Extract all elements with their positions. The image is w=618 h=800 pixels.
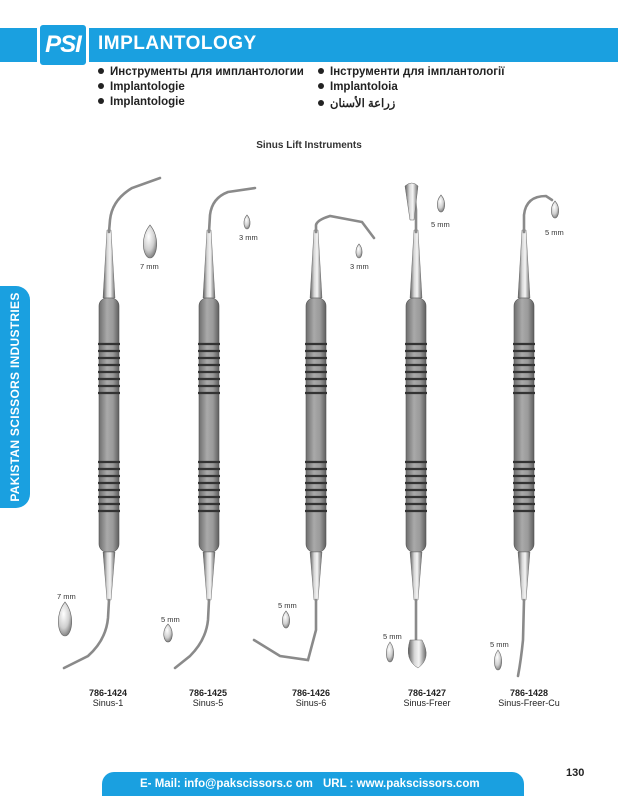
bullet-icon <box>318 68 324 74</box>
tip-size-bottom-5: 5 mm <box>490 640 509 649</box>
shaft-bottom <box>518 552 530 600</box>
tip-size-top-3: 3 mm <box>350 262 369 271</box>
tip-detail-top <box>437 195 444 212</box>
shaft-top <box>103 230 115 298</box>
instrument-code: 786-1427 <box>407 688 447 698</box>
instrument-name: Sinus-6 <box>295 698 327 708</box>
side-tab-label: PAKISTAN SCISSORS INDUSTRIES <box>8 292 22 502</box>
handle <box>406 298 426 552</box>
tip-size-bottom-3: 5 mm <box>278 601 297 610</box>
instrument-name: Sinus-1 <box>92 698 124 708</box>
page-title: IMPLANTOLOGY <box>98 33 257 54</box>
header-bar <box>0 28 618 62</box>
tip-size-top-5: 5 mm <box>545 228 564 237</box>
handle <box>199 298 219 552</box>
handle <box>99 298 119 552</box>
tip-detail-top <box>551 201 558 218</box>
working-end-top <box>410 185 416 232</box>
language-item-ukrainian: Інструменти для імплантології <box>318 66 504 78</box>
bullet-icon <box>98 83 104 89</box>
shaft-top <box>410 230 422 298</box>
handle <box>514 298 534 552</box>
language-item-french: Implantologie <box>98 96 185 108</box>
shaft-bottom <box>203 552 215 600</box>
instrument-code: 786-1426 <box>291 688 331 698</box>
shaft-top <box>518 230 530 298</box>
bullet-icon <box>318 100 324 106</box>
working-end-top <box>109 178 160 232</box>
working-end-top <box>524 196 552 232</box>
tip-detail-top <box>143 225 156 258</box>
instrument-code: 786-1425 <box>188 688 228 698</box>
language-item-italian: Implantoloia <box>318 81 398 93</box>
instrument-code: 786-1428 <box>509 688 549 698</box>
shaft-top <box>310 230 322 298</box>
working-end-top <box>209 188 255 232</box>
working-end-bottom <box>518 600 524 676</box>
instrument-code: 786-1424 <box>88 688 128 698</box>
tip-size-top-1: 7 mm <box>140 262 159 271</box>
shaft-bottom <box>103 552 115 600</box>
page-number: 130 <box>566 767 585 779</box>
section-title: Sinus Lift Instruments <box>256 140 362 151</box>
language-item-russian: Инструменты для имплантологии <box>98 66 304 78</box>
bullet-icon <box>98 98 104 104</box>
side-tab <box>0 286 30 508</box>
tip-size-top-4: 5 mm <box>431 220 450 229</box>
tip-size-bottom-1: 7 mm <box>57 592 76 601</box>
language-item-arabic: زراعة الأسنان <box>318 96 395 110</box>
working-end-bottom <box>175 600 209 668</box>
tip-detail-top <box>244 215 250 229</box>
logo-text: PSI <box>45 31 81 58</box>
tip-detail-bottom <box>282 611 289 628</box>
tip-size-top-2: 3 mm <box>239 233 258 242</box>
tip-size-bottom-4: 5 mm <box>383 632 402 641</box>
tip-detail-bottom <box>58 602 71 636</box>
tip-detail-bottom <box>386 642 393 662</box>
shaft-bottom <box>310 552 322 600</box>
instrument-name: Sinus-Freer <box>403 698 451 708</box>
instrument-name: Sinus-5 <box>192 698 224 708</box>
shaft-top <box>203 230 215 298</box>
bullet-icon <box>98 68 104 74</box>
working-end-top <box>316 216 374 238</box>
language-item-german: Implantologie <box>98 81 185 93</box>
footer-url[interactable]: URL : www.pakscissors.com <box>323 778 480 790</box>
tip-size-bottom-2: 5 mm <box>161 615 180 624</box>
instrument-name: Sinus-Freer-Cu <box>498 698 560 708</box>
tip-detail-top <box>356 244 362 258</box>
freer-blade-bottom <box>408 640 426 668</box>
tip-detail-bottom <box>164 624 173 642</box>
freer-blade-top <box>405 183 418 220</box>
handle <box>306 298 326 552</box>
tip-detail-bottom <box>494 650 501 670</box>
working-end-bottom <box>64 600 109 668</box>
shaft-bottom <box>410 552 422 600</box>
bullet-icon <box>318 83 324 89</box>
company-logo <box>37 22 89 68</box>
footer-email[interactable]: E- Mail: info@pakscissors.c om <box>140 778 313 790</box>
